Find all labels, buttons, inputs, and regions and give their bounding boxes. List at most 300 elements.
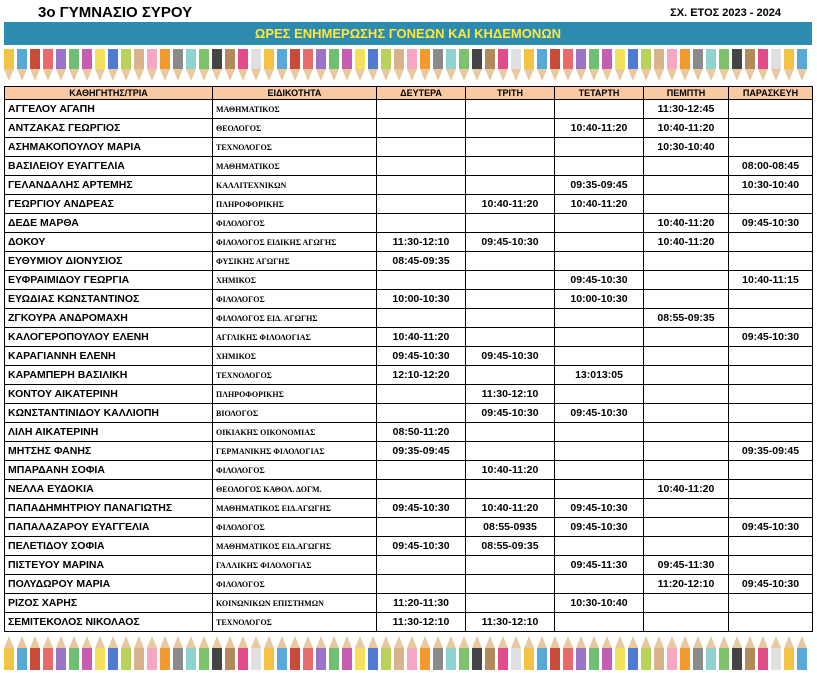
teacher-name: ΠΕΛΕΤΙΔΟΥ ΣΟΦΙΑ [5, 537, 213, 556]
tuesday-hours: 08:55-09:35 [466, 537, 555, 556]
friday-hours: 08:00-08:45 [729, 157, 813, 176]
pencil-icon [511, 49, 521, 81]
friday-hours [729, 309, 813, 328]
thursday-hours [644, 404, 729, 423]
friday-hours [729, 556, 813, 575]
pencil-icon [56, 49, 66, 81]
table-row [5, 556, 813, 575]
table-row [5, 423, 813, 442]
table-row [5, 138, 813, 157]
tuesday-hours: 09:45-10:30 [466, 347, 555, 366]
school-year: ΣΧ. ΕΤΟΣ 2023 - 2024 [670, 7, 781, 19]
wednesday-hours [555, 138, 644, 157]
pencil-icon [407, 49, 417, 81]
monday-hours [377, 404, 466, 423]
pencil-icon [82, 636, 92, 670]
wednesday-hours [555, 613, 644, 632]
pencil-icon [264, 49, 274, 81]
wednesday-hours: 10:30-10:40 [555, 594, 644, 613]
monday-hours [377, 518, 466, 537]
monday-hours [377, 119, 466, 138]
tuesday-hours: 09:45-10:30 [466, 233, 555, 252]
pencil-icon [576, 49, 586, 81]
wednesday-hours [555, 442, 644, 461]
specialty: ΑΓΓΛΙΚΗΣ ΦΙΛΟΛΟΓΙΑΣ [213, 328, 377, 347]
pencil-icon [147, 636, 157, 670]
thursday-hours [644, 385, 729, 404]
wednesday-hours [555, 328, 644, 347]
monday-hours [377, 157, 466, 176]
pencil-icon [745, 636, 755, 670]
pencil-icon [628, 636, 638, 670]
monday-hours [377, 214, 466, 233]
wednesday-hours: 09:45-10:30 [555, 271, 644, 290]
tuesday-hours [466, 423, 555, 442]
pencil-icon [485, 49, 495, 81]
pencil-icon [693, 49, 703, 81]
specialty: ΟΙΚΙΑΚΗΣ ΟΙΚΟΝΟΜΙΑΣ [213, 423, 377, 442]
pencil-icon [680, 636, 690, 670]
wednesday-hours: 13:013:05 [555, 366, 644, 385]
tuesday-hours [466, 290, 555, 309]
specialty: ΜΑΘΗΜΑΤΙΚΟΣ ΕΙΔ.ΑΓΩΓΗΣ [213, 537, 377, 556]
pencil-icon [329, 49, 339, 81]
teacher-name: ΔΟΚΟΥ [5, 233, 213, 252]
teacher-name: ΣΕΜΙΤΕΚΟΛΟΣ ΝΙΚΟΛΑΟΣ [5, 613, 213, 632]
school-title: 3ο ΓΥΜΝΑΣΙΟ ΣΥΡΟΥ [38, 4, 193, 21]
friday-hours: 09:45-10:30 [729, 575, 813, 594]
teacher-name: ΚΩΝΣΤΑΝΤΙΝΙΔΟΥ ΚΑΛΛΙΟΠΗ [5, 404, 213, 423]
specialty: ΤΕΧΝΟΛΟΓΟΣ [213, 138, 377, 157]
pencil-icon [706, 49, 716, 81]
tuesday-hours: 09:45-10:30 [466, 404, 555, 423]
teacher-name: ΚΟΝΤΟΥ ΑΙΚΑΤΕΡΙΝΗ [5, 385, 213, 404]
friday-hours [729, 138, 813, 157]
pencil-icon [303, 49, 313, 81]
pencil-icon [433, 49, 443, 81]
thursday-hours: 11:20-12:10 [644, 575, 729, 594]
wednesday-hours [555, 100, 644, 119]
pencil-icon [524, 49, 534, 81]
pencil-icon [173, 49, 183, 81]
teacher-name: ΓΕΩΡΓΙΟΥ ΑΝΔΡΕΑΣ [5, 195, 213, 214]
column-header: ΠΑΡΑΣΚΕΥΗ [729, 87, 813, 100]
pencil-icon [498, 636, 508, 670]
pencil-icon [186, 49, 196, 81]
friday-hours [729, 195, 813, 214]
table-row [5, 461, 813, 480]
monday-hours: 12:10-12:20 [377, 366, 466, 385]
pencil-icon [212, 636, 222, 670]
pencil-icon [446, 636, 456, 670]
monday-hours [377, 575, 466, 594]
specialty: ΧΗΜΙΚΟΣ [213, 347, 377, 366]
pencil-icon [17, 636, 27, 670]
pencil-icon [342, 49, 352, 81]
tuesday-hours [466, 556, 555, 575]
thursday-hours [644, 537, 729, 556]
monday-hours: 11:20-11:30 [377, 594, 466, 613]
specialty: ΦΙΛΟΛΟΓΟΣ [213, 575, 377, 594]
teacher-name: ΚΑΡΑΓΙΑΝΝΗ ΕΛΕΝΗ [5, 347, 213, 366]
tuesday-hours [466, 271, 555, 290]
tuesday-hours [466, 119, 555, 138]
pencil-icon [355, 636, 365, 670]
table-row [5, 518, 813, 537]
pencil-icon [459, 636, 469, 670]
friday-hours [729, 499, 813, 518]
thursday-hours [644, 252, 729, 271]
wednesday-hours [555, 480, 644, 499]
wednesday-hours [555, 347, 644, 366]
teacher-name: ΔΕΔΕ ΜΑΡΘΑ [5, 214, 213, 233]
pencil-icon [69, 636, 79, 670]
tuesday-hours [466, 252, 555, 271]
specialty: ΦΙΛΟΛΟΓΟΣ ΕΙΔΙΚΗΣ ΑΓΩΓΗΣ [213, 233, 377, 252]
thursday-hours [644, 271, 729, 290]
pencil-icon [147, 49, 157, 81]
pencil-icon [251, 636, 261, 670]
thursday-hours [644, 347, 729, 366]
table-row [5, 290, 813, 309]
monday-hours: 09:45-10:30 [377, 537, 466, 556]
monday-hours [377, 100, 466, 119]
table-row [5, 366, 813, 385]
friday-hours [729, 594, 813, 613]
teacher-name: ΒΑΣΙΛΕΙΟΥ ΕΥΑΓΓΕΛΙΑ [5, 157, 213, 176]
table-row [5, 195, 813, 214]
table-row [5, 385, 813, 404]
wednesday-hours [555, 423, 644, 442]
pencil-icon [576, 636, 586, 670]
pencil-icon [160, 49, 170, 81]
tuesday-hours [466, 309, 555, 328]
column-header: ΚΑΘΗΓΗΤΗΣ/ΤΡΙΑ [5, 87, 213, 100]
friday-hours: 09:35-09:45 [729, 442, 813, 461]
friday-hours [729, 385, 813, 404]
thursday-hours: 10:40-11:20 [644, 233, 729, 252]
table-row [5, 613, 813, 632]
pencil-icon [277, 636, 287, 670]
specialty: ΘΕΟΛΟΓΟΣ [213, 119, 377, 138]
teacher-name: ΑΣΗΜΑΚΟΠΟΥΛΟΥ ΜΑΡΙΑ [5, 138, 213, 157]
pencil-icon [589, 49, 599, 81]
thursday-hours [644, 442, 729, 461]
table-row [5, 119, 813, 138]
specialty: ΒΙΟΛΟΓΟΣ [213, 404, 377, 423]
pencil-icon [693, 636, 703, 670]
pencil-icon [251, 49, 261, 81]
wednesday-hours: 09:45-10:30 [555, 518, 644, 537]
friday-hours: 09:45-10:30 [729, 328, 813, 347]
pencil-icon [212, 49, 222, 81]
pencil-icon [43, 636, 53, 670]
table-row [5, 328, 813, 347]
specialty: ΠΛΗΡΟΦΟΡΙΚΗΣ [213, 195, 377, 214]
friday-hours [729, 119, 813, 138]
pencil-icon [641, 49, 651, 81]
pencil-icon [472, 49, 482, 81]
pencil-icon [550, 49, 560, 81]
teacher-name: ΖΓΚΟΥΡΑ ΑΝΔΡΟΜΑΧΗ [5, 309, 213, 328]
teacher-name: ΓΕΛΑΝΔΑΛΗΣ ΑΡΤΕΜΗΣ [5, 176, 213, 195]
pencil-icon [511, 636, 521, 670]
table-row [5, 176, 813, 195]
table-row [5, 594, 813, 613]
table-row [5, 309, 813, 328]
pencil-icon [199, 636, 209, 670]
thursday-hours [644, 613, 729, 632]
pencil-icon [420, 49, 430, 81]
column-header: ΔΕΥΤΕΡΑ [377, 87, 466, 100]
pencil-icon [485, 636, 495, 670]
pencil-icon [277, 49, 287, 81]
pencil-icon [17, 49, 27, 81]
wednesday-hours [555, 157, 644, 176]
specialty: ΘΕΟΛΟΓΟΣ ΚΑΘΟΛ. ΔΟΓΜ. [213, 480, 377, 499]
table-row [5, 347, 813, 366]
tuesday-hours: 11:30-12:10 [466, 385, 555, 404]
friday-hours [729, 480, 813, 499]
thursday-hours: 09:45-11:30 [644, 556, 729, 575]
pencil-icon [719, 49, 729, 81]
pencil-icon [43, 49, 53, 81]
pencil-icon [745, 49, 755, 81]
wednesday-hours [555, 537, 644, 556]
pencil-icon [615, 636, 625, 670]
wednesday-hours: 09:45-11:30 [555, 556, 644, 575]
pencil-icon [290, 636, 300, 670]
table-row [5, 157, 813, 176]
pencil-icon [524, 636, 534, 670]
pencil-icon [394, 49, 404, 81]
pencil-icon [771, 49, 781, 81]
pencil-icon [303, 636, 313, 670]
specialty: ΜΑΘΗΜΑΤΙΚΟΣ ΕΙΔ.ΑΓΩΓΗΣ [213, 499, 377, 518]
pencil-icon [420, 636, 430, 670]
pencil-border-top [4, 49, 812, 81]
monday-hours [377, 309, 466, 328]
friday-hours [729, 252, 813, 271]
thursday-hours: 10:40-11:20 [644, 480, 729, 499]
column-header: ΤΕΤΑΡΤΗ [555, 87, 644, 100]
pencil-icon [667, 636, 677, 670]
thursday-hours [644, 157, 729, 176]
pencil-icon [30, 49, 40, 81]
monday-hours [377, 176, 466, 195]
pencil-icon [771, 636, 781, 670]
wednesday-hours [555, 461, 644, 480]
pencil-icon [4, 636, 14, 670]
pencil-icon [680, 49, 690, 81]
specialty: ΧΗΜΙΚΟΣ [213, 271, 377, 290]
thursday-hours [644, 195, 729, 214]
table-body [5, 100, 813, 632]
table-row [5, 214, 813, 233]
wednesday-hours: 09:45-10:30 [555, 404, 644, 423]
pencil-icon [4, 49, 14, 81]
pencil-icon [238, 636, 248, 670]
friday-hours: 09:45-10:30 [729, 214, 813, 233]
pencil-icon [264, 636, 274, 670]
teacher-name: ΑΓΓΕΛΟΥ ΑΓΑΠΗ [5, 100, 213, 119]
friday-hours [729, 290, 813, 309]
pencil-icon [732, 49, 742, 81]
pencil-icon [368, 49, 378, 81]
thursday-hours [644, 176, 729, 195]
pencil-icon [95, 49, 105, 81]
teacher-name: ΜΠΑΡΔΑΝΗ ΣΟΦΙΑ [5, 461, 213, 480]
monday-hours [377, 461, 466, 480]
pencil-border-bottom [4, 636, 812, 670]
specialty: ΠΛΗΡΟΦΟΡΙΚΗΣ [213, 385, 377, 404]
pencil-icon [316, 636, 326, 670]
pencil-icon [459, 49, 469, 81]
thursday-hours [644, 423, 729, 442]
tuesday-hours: 10:40-11:20 [466, 461, 555, 480]
pencil-icon [342, 636, 352, 670]
thursday-hours [644, 366, 729, 385]
thursday-hours [644, 499, 729, 518]
friday-hours [729, 100, 813, 119]
teacher-name: ΛΙΛΗ ΑΙΚΑΤΕΡΙΝΗ [5, 423, 213, 442]
tuesday-hours [466, 138, 555, 157]
pencil-icon [56, 636, 66, 670]
pencil-icon [498, 49, 508, 81]
wednesday-hours [555, 385, 644, 404]
pencil-icon [433, 636, 443, 670]
table-row [5, 100, 813, 119]
pencil-icon [238, 49, 248, 81]
specialty: ΦΙΛΟΛΟΓΟΣ [213, 290, 377, 309]
monday-hours [377, 385, 466, 404]
specialty: ΚΑΛΛΙΤΕΧΝΙΚΩΝ [213, 176, 377, 195]
column-header: ΕΙΔΙΚΟΤΗΤΑ [213, 87, 377, 100]
teacher-name: ΜΗΤΣΗΣ ΦΑΝΗΣ [5, 442, 213, 461]
pencil-icon [732, 636, 742, 670]
friday-hours: 09:45-10:30 [729, 518, 813, 537]
specialty: ΦΥΣΙΚΗΣ ΑΓΩΓΗΣ [213, 252, 377, 271]
pencil-icon [667, 49, 677, 81]
friday-hours [729, 613, 813, 632]
pencil-icon [186, 636, 196, 670]
pencil-icon [394, 636, 404, 670]
friday-hours [729, 404, 813, 423]
specialty: ΜΑΘΗΜΑΤΙΚΟΣ [213, 100, 377, 119]
tuesday-hours [466, 594, 555, 613]
pencil-icon [602, 49, 612, 81]
pencil-icon [641, 636, 651, 670]
page-banner: ΩΡΕΣ ΕΝΗΜΕΡΩΣΗΣ ΓΟΝΕΩΝ ΚΑΙ ΚΗΔΕΜΟΝΩΝ [4, 22, 812, 45]
pencil-icon [550, 636, 560, 670]
pencil-icon [719, 636, 729, 670]
table-row [5, 404, 813, 423]
column-header: ΤΡΙΤΗ [466, 87, 555, 100]
specialty: ΓΑΛΛΙΚΗΣ ΦΙΛΟΛΟΓΙΑΣ [213, 556, 377, 575]
pencil-icon [472, 636, 482, 670]
pencil-icon [329, 636, 339, 670]
wednesday-hours [555, 252, 644, 271]
tuesday-hours [466, 214, 555, 233]
monday-hours: 11:30-12:10 [377, 613, 466, 632]
teacher-name: ΚΑΛΟΓΕΡΟΠΟΥΛΟΥ ΕΛΕΝΗ [5, 328, 213, 347]
thursday-hours: 08:55-09:35 [644, 309, 729, 328]
pencil-icon [654, 49, 664, 81]
tuesday-hours [466, 575, 555, 594]
teacher-name: ΕΥΦΡΑΙΜΙΔΟΥ ΓΕΩΡΓΙΑ [5, 271, 213, 290]
tuesday-hours: 08:55-0935 [466, 518, 555, 537]
specialty: ΤΕΧΝΟΛΟΓΟΣ [213, 366, 377, 385]
table-row [5, 252, 813, 271]
pencil-icon [108, 636, 118, 670]
tuesday-hours [466, 157, 555, 176]
pencil-icon [160, 636, 170, 670]
pencil-icon [381, 636, 391, 670]
monday-hours [377, 480, 466, 499]
table-row [5, 480, 813, 499]
pencil-icon [134, 49, 144, 81]
monday-hours [377, 556, 466, 575]
monday-hours [377, 271, 466, 290]
specialty: ΤΕΧΝΟΛΟΓΟΣ [213, 613, 377, 632]
thursday-hours: 10:30-10:40 [644, 138, 729, 157]
tuesday-hours [466, 442, 555, 461]
monday-hours [377, 195, 466, 214]
pencil-icon [225, 636, 235, 670]
wednesday-hours: 10:00-10:30 [555, 290, 644, 309]
pencil-icon [628, 49, 638, 81]
pencil-icon [134, 636, 144, 670]
teacher-name: ΠΑΠΑΛΑΖΑΡΟΥ ΕΥΑΓΓΕΛΙΑ [5, 518, 213, 537]
teacher-name: ΝΕΛΛΑ ΕΥΔΟΚΙΑ [5, 480, 213, 499]
specialty: ΦΙΛΟΛΟΓΟΣ [213, 518, 377, 537]
monday-hours: 08:45-09:35 [377, 252, 466, 271]
monday-hours: 09:45-10:30 [377, 347, 466, 366]
tuesday-hours [466, 328, 555, 347]
friday-hours [729, 537, 813, 556]
pencil-icon [706, 636, 716, 670]
pencil-icon [368, 636, 378, 670]
monday-hours [377, 138, 466, 157]
thursday-hours [644, 328, 729, 347]
pencil-icon [589, 636, 599, 670]
table-row [5, 537, 813, 556]
wednesday-hours: 10:40-11:20 [555, 195, 644, 214]
pencil-icon [563, 636, 573, 670]
pencil-icon [407, 636, 417, 670]
pencil-icon [537, 636, 547, 670]
pencil-icon [355, 49, 365, 81]
pencil-icon [30, 636, 40, 670]
specialty: ΚΟΙΝΩΝΙΚΩΝ ΕΠΙΣΤΗΜΩΝ [213, 594, 377, 613]
table-header-row [5, 87, 813, 100]
thursday-hours [644, 461, 729, 480]
pencil-icon [121, 49, 131, 81]
friday-hours: 10:40-11:15 [729, 271, 813, 290]
pencil-icon [797, 49, 807, 81]
table-row [5, 499, 813, 518]
table-row [5, 233, 813, 252]
pencil-icon [121, 636, 131, 670]
tuesday-hours: 10:40-11:20 [466, 499, 555, 518]
wednesday-hours [555, 309, 644, 328]
monday-hours: 09:45-10:30 [377, 499, 466, 518]
wednesday-hours: 09:45-10:30 [555, 499, 644, 518]
pencil-icon [784, 49, 794, 81]
pencil-icon [654, 636, 664, 670]
friday-hours [729, 347, 813, 366]
pencil-icon [173, 636, 183, 670]
